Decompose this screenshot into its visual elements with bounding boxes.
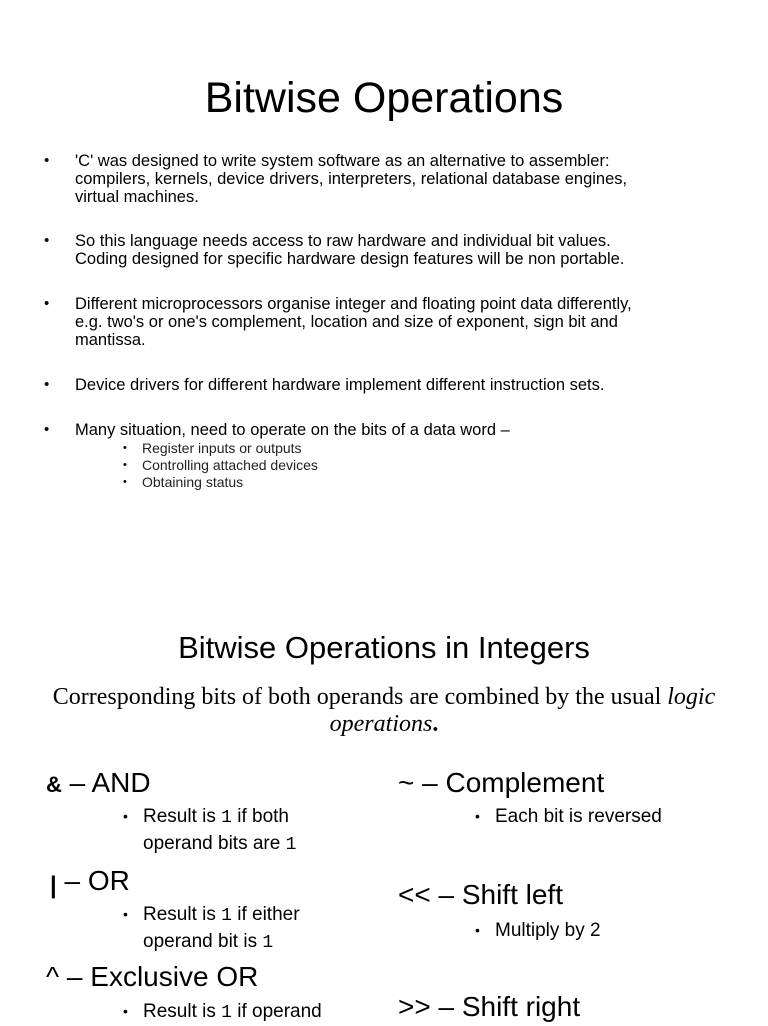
intro-period: . — [432, 711, 439, 737]
op-label: – OR — [56, 865, 130, 896]
desc-part: Result is — [143, 1001, 222, 1022]
op-bullet-dot: • — [475, 922, 480, 938]
sub-bullet-dot: • — [123, 442, 127, 454]
sub-bullet-1 — [123, 440, 523, 458]
op-desc-text — [143, 804, 363, 858]
op-symbol: >> — [398, 991, 431, 1022]
desc-mono: 1 — [221, 1003, 232, 1023]
desc-part: if both operand bits are — [143, 806, 289, 854]
op-symbol: & — [46, 772, 62, 797]
desc-part: if operand — [231, 1001, 322, 1022]
bullet-dot: • — [44, 232, 50, 249]
op-desc-text: Multiply by 2 — [495, 920, 601, 941]
op-bullet-dot: • — [123, 1003, 128, 1019]
desc-mono: 1 — [221, 906, 232, 926]
op-and-heading — [46, 766, 151, 802]
op-desc-text: Each bit is reversed — [495, 806, 662, 827]
intro-text: Corresponding bits of both operands are combined by the usual — [52, 684, 668, 710]
op-symbol: << — [398, 879, 431, 910]
op-label: – Shift right — [430, 991, 581, 1022]
op-complement-heading — [398, 766, 604, 800]
bullet-dot: • — [44, 376, 50, 393]
op-desc-text — [143, 999, 363, 1026]
bullet-text: Device drivers for different hardware implement different instruction sets. — [75, 376, 605, 394]
bullet-5 — [44, 421, 744, 439]
op-desc-text — [143, 902, 363, 956]
op-shl-heading — [398, 878, 563, 912]
op-label: – Complement — [414, 767, 605, 798]
intro-italic: logic operations — [329, 684, 716, 737]
op-shl-desc — [475, 918, 735, 944]
op-bullet-dot: • — [123, 906, 128, 922]
bullet-2 — [44, 232, 744, 268]
op-bullet-dot: • — [475, 808, 480, 824]
bullet-text: Different microprocessors organise integer and floating point data differently, e.g. two's or one's complement, location and size of exponent, sign bit and mantissa. — [75, 295, 632, 349]
op-symbol: ~ — [398, 767, 415, 798]
op-shr-heading — [398, 990, 580, 1024]
op-label: – Shift left — [430, 879, 563, 910]
sub-bullet-text: Register inputs or outputs — [142, 440, 302, 456]
bullet-text: Many situation, need to operate on the bits of a data word – — [75, 421, 510, 439]
op-and-desc — [123, 804, 363, 858]
slide2-title: Bitwise Operations in Integers — [178, 630, 590, 665]
bullet-dot: • — [44, 152, 50, 169]
bullet-text: 'C' was designed to write system software as an alternative to assembler: compilers, kernels, device drivers, interpreters, relational database engines, virtual machines. — [75, 152, 628, 206]
op-or-heading — [50, 864, 130, 900]
bullet-dot: • — [44, 421, 50, 438]
sub-bullet-3 — [123, 474, 523, 492]
desc-part: Result is — [143, 904, 222, 925]
desc-mono: 1 — [285, 835, 297, 855]
op-symbol: ^ — [46, 961, 60, 992]
desc-mono: 1 — [221, 808, 232, 828]
bullet-dot: • — [44, 295, 50, 312]
slide1-title: Bitwise Operations — [204, 74, 564, 122]
op-label: – Exclusive OR — [59, 961, 259, 992]
desc-part: Result is — [143, 806, 222, 827]
sub-bullet-text: Controlling attached devices — [142, 457, 318, 473]
desc-part: if either operand bit is — [143, 904, 300, 952]
op-complement-desc — [475, 804, 735, 830]
sub-bullet-dot: • — [123, 476, 127, 488]
op-symbol: | — [50, 872, 57, 899]
op-or-desc — [123, 902, 363, 956]
op-bullet-dot: • — [123, 808, 128, 824]
op-xor-desc — [123, 999, 363, 1026]
sub-bullet-2 — [123, 457, 523, 475]
bullet-text: So this language needs access to raw hardware and individual bit values. Coding designed for specific hardware design features will be non portable. — [75, 232, 625, 268]
bullet-3 — [44, 295, 744, 349]
slide2-intro — [40, 684, 728, 738]
desc-mono: 1 — [262, 933, 274, 953]
bullet-4 — [44, 376, 744, 394]
sub-bullet-dot: • — [123, 459, 127, 471]
bullet-1 — [44, 152, 744, 206]
op-label: – AND — [61, 767, 151, 798]
op-xor-heading — [46, 960, 258, 994]
sub-bullet-text: Obtaining status — [142, 474, 244, 490]
